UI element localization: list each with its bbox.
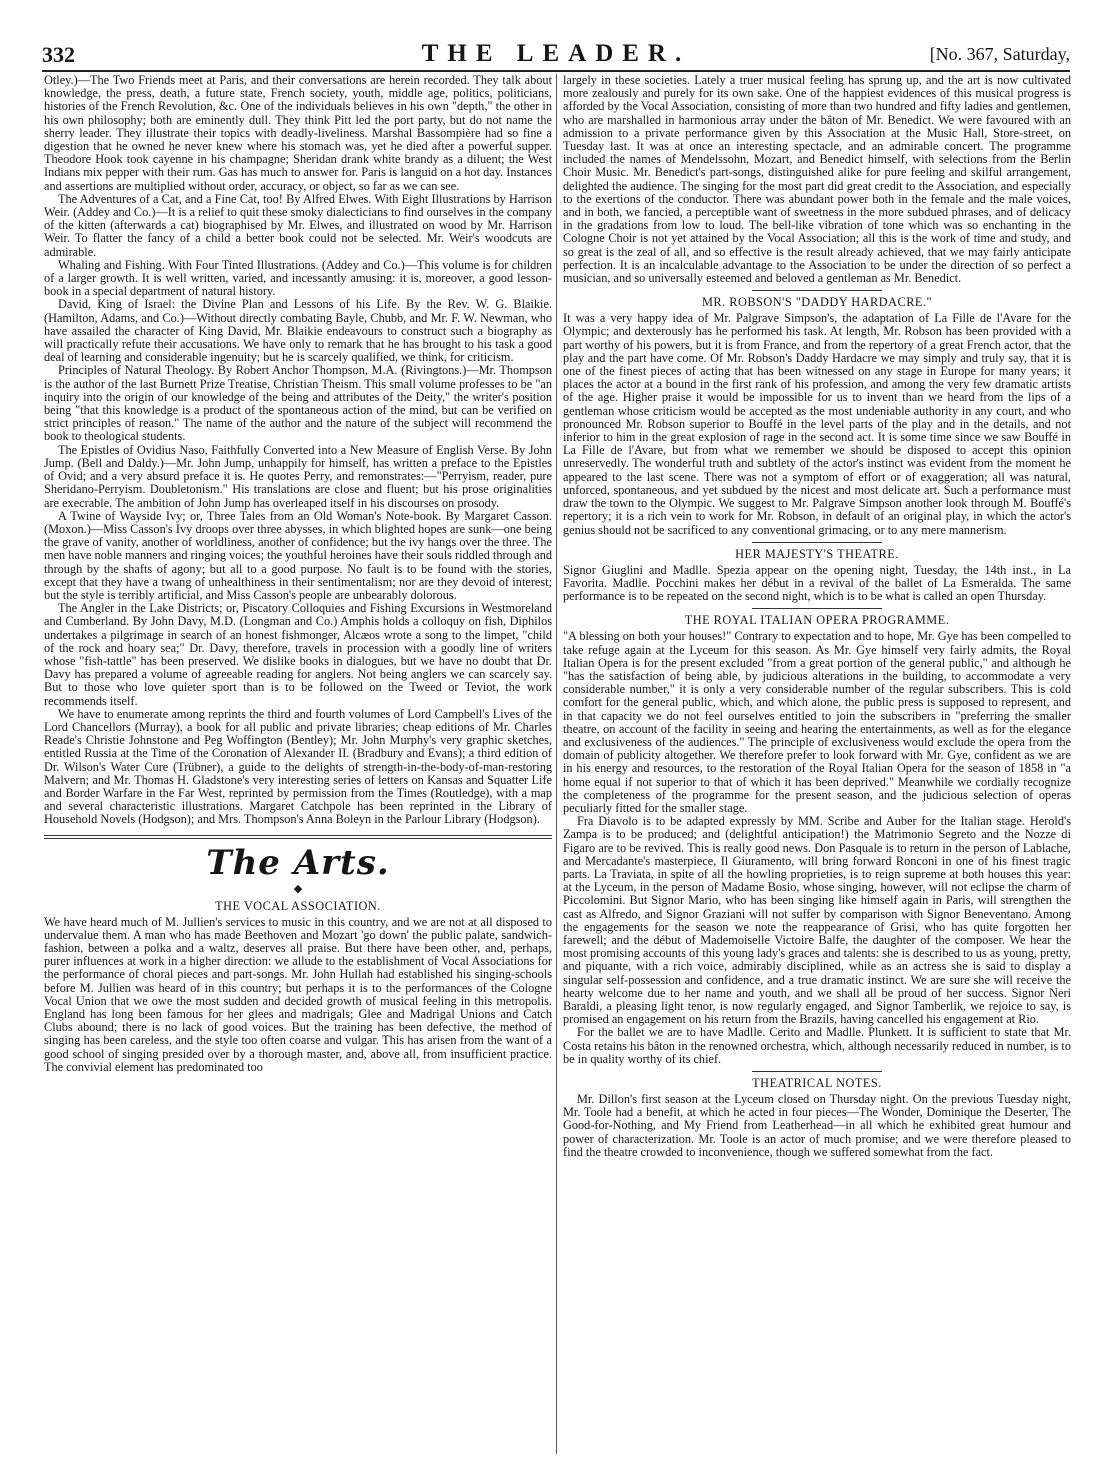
review-paragraph: Principles of Natural Theology. By Robert Anchor Thompson, M.A. (Rivingtons.)—Mr. Thompson is the author of the last Burnett Prize Treatise, Christian Theism. This small volume professes to be "an inquiry into the origin of our knowledge of the being and attributes of the Deity," the writer's position being "that this knowledge is a product of the spontaneous action of the mind, but can be verified on strict principles of reason." The name of the author and the nature of the subject will recommend the book to theological students. [44,363,552,444]
majesty-text: Signor Giuglini and Madlle. Spezia appear on the opening night, Tuesday, the 14th inst., in La Favorita. Madlle. Pocchini makes her début in a revival of the ballet of La Esmeralda. The same performance is to be repeated on the second night, which is to be what is called an open Thursday. [563,562,1071,604]
review-paragraph: We have to enumerate among reprints the third and fourth volumes of Lord Campbell's Lives of the Lord Chancellors (Murray), a book for all public and private libraries; cheap editions of Mr. Charles Reade's Christie Johnstone and Peg Woffington (Bentley); Mr. John Murphy's very graphic sketches, entitled Russia at the Time of the Coronation of Alexander II. (Bradbury and Evans); a third edition of Dr. Wilson's Water Cure (Trübner), a guide to the delights of strength-in-the-body-of-man-restoring Malvern; and Mr. Thomas H. Gladstone's very interesting series of letters on Kansas and Squatter Life and Border Warfare in the Far West, reprinted by permission from the Times (Routledge), with a map and several characteristic illustrations. Margaret Catchpole has been reprinted in the Library of Household Novels (Hodgson); and Mrs. Thompson's Anna Boleyn in the Parlour Library (Hodgson). [44,706,552,827]
divider [752,290,882,291]
review-paragraph: Whaling and Fishing. With Four Tinted Illustrations. (Addey and Co.)—This volume is for children of a larger growth. It is well written, varied, and incessantly amusing: it is, moreover, a good lesson-book in a special department of natural history. [44,257,552,299]
issue-label: [No. 367, Saturday, [929,44,1070,64]
opera-paragraph: "A blessing on both your houses!" Contrary to expectation and to hope, Mr. Gye has been compelled to take refuge again at the Lyceum for this season. As Mr. Gye himself very fairly admits, the Royal Italian Opera is for the present excluded "from a great portion of the general public," and although he "has the satisfaction of being able, by judicious alterations in the building, to accommodate a very considerable number," it is only a very considerable number of the regular subscribers. This is cold comfort for the general public, which, and which alone, the public press is supposed to represent, and in that capacity we do not feel ourselves entitled to join the subscribers in "preferring the smaller theatre, on account of the facility in seeing and hearing the entertainments, as well as for the elegance and exclusiveness of the audiences." The principle of exclusiveness would exclude the opera from the domain of publicity altogether. We therefore prefer to look forward with Mr. Gye, confident as we are in his energy and resources, to the restoration of the Royal Italian Opera for the season of 1858 in "a home equal if not superior to that of which it has been deprived." Meanwhile we cordially recognize the completeness of the programme for the present season, and the judicious selection of operas peculiarly fitted for the smaller stage. [563,629,1071,815]
column-rule [556,74,557,1454]
review-paragraph: Otley.)—The Two Friends meet at Paris, and their conversations are herein recorded. They talk about knowledge, the press, death, a future state, French society, youth, middle age, politics, politicians, histories of the French Revolution, &c. One of the individuals believes in his own "depth," the other in his own philosophy; both are eminently dull. They think Pitt led the port party, but do not name the sherry leader. They illustrate their topics with deadly-liveliness. Marshal Bassompière had so fine a digestion that he owned he never knew where his stomach was, yet he died after a powerful supper. Theodore Hook took cayenne in his champagne; Sheridan drank white brandy as a diluent; the West Indians mix pepper with their rum. Gas has much to answer for. Paris is languid on a hot day. Instances and assertions are multiplied without order, accuracy, or object, so far as we can see. [44,74,552,193]
arts-section-heading: The Arts. [206,842,390,883]
opera-title: THE ROYAL ITALIAN OPERA PROGRAMME. [684,613,950,628]
masthead [42,38,1070,72]
review-paragraph: The Epistles of Ovidius Naso, Faithfully Converted into a New Measure of English Verse. By John Jump. (Bell and Daldy.)—Mr. John Jump, unhappily for himself, has written a preface to the Epistles of Ovid; and a very absurd preface it is. He quotes Perry, and remonstrates:—"Perryism, reader, pure Sheridano-Perryism. Doubletonism." His translations are close and fluent; but his prose originalities are execrable. The ambition of John Jump has overleaped itself in his discourses on prosody. [44,442,552,510]
vocal-association-continued: largely in these societies. Lately a truer musical feeling has sprung up, and the art is now cultivated more zealously and purely for its own sake. One of the happiest evidences of this musical progress is afforded by the Vocal Association, consisting of more than two hundred and fifty ladies and gentlemen, who are marshalled in harmonious array under the bâton of Mr. Benedict. We were favoured with an admission to a private performance given by this Association at the Music Hall, Store-street, on Tuesday last. It was at once an interesting spectacle, and an admirable concert. The programme included the names of Mendelssohn, Mozart, and Benedict himself, with selections from the Berlin Choir Music. Mr. Benedict's part-songs, distinguished alike for pure feeling and skilful arrangement, delighted the audience. The singing for the most part did great credit to the Association, and especially to the exertions of the conductor. There was abundant power both in the female and the male voices, and in both, we fancied, a perceptible want of sweetness in the more subdued phrases, and of delicacy in the gradations from low to loud. The bell-like vibration of tone which was so enchanting in the Cologne Choir is not yet attained by the Vocal Association; all this is the work of time and study, and so great is the zeal of all, and so effective is the result already achieved, that we may fairly anticipate perfection. It is an incalculable advantage to the Association to be under the direction of so perfect a musician, and so universally esteemed and beloved a gentleman as Mr. Benedict. [563,74,1071,286]
divider [752,542,882,543]
vocal-association-title: THE VOCAL ASSOCIATION. [215,898,381,913]
majesty-title: HER MAJESTY'S THEATRE. [735,546,899,561]
notes-title: THEATRICAL NOTES. [752,1076,882,1091]
newspaper-title: THE LEADER. [421,40,691,67]
right-column [563,74,1071,1454]
opera-paragraph: For the ballet we are to have Madlle. Cerito and Madlle. Plunkett. It is sufficient to state that Mr. Costa retains his bâton in the renowned orchestra, which, although necessarily reduced in number, is to be in quality worthy of its chief. [563,1025,1071,1066]
robson-title: MR. ROBSON'S "DADDY HARDACRE." [701,295,933,310]
vocal-association-text: We have heard much of M. Jullien's services to music in this country, and we are not at all disposed to undervalue them. A man who has made Beethoven and Mozart 'go down' the public palate, sandwich-fashion, between a polka and a waltz, deserves all praise. But there have been other, and, perhaps, purer influences at work in a higher direction: we allude to the establishment of Vocal Associations for the performance of choral pieces and part-songs. Mr. John Hullah had established his singing-schools before M. Jullien was heard of in this country; but perhaps it is to the performances of the Cologne Vocal Union that we owe the most sudden and decided growth of musical feeling in this metropolis. England has long been famous for her glees and madrigals; Glee and Madrigal Unions and Catch Clubs abound; there is no lack of good voices. But the training has been defective, the method of singing has been careless, and the style too often coarse and vulgar. This has arisen from the want of a good school of singing presided over by a thorough master, and, above all, from insufficient practice. The convivial element has predominated too [44,914,552,1074]
notes-text: Mr. Dillon's first season at the Lyceum closed on Thursday night. On the previous Tuesday night, Mr. Toole had a benefit, at which he acted in four pieces—The Wonder, Dominique the Deserter, The Good-for-Nothing, and My Friend from Leatherhead—in all which he exhibited great humour and power of characterization. Mr. Toole is an actor of much promise; and we were therefore pleased to find the theatre crowded to inconvenience, though we suffered somewhat from the fact. [563,1092,1071,1159]
review-paragraph: A Twine of Wayside Ivy; or, Three Tales from an Old Woman's Note-book. By Margaret Casson. (Moxon.)—Miss Casson's Ivy droops over three abysses, in which blighted hopes are sunk—one being the grave of vanity, another of worldliness, another of confidence; but the ivy hangs over the three. The men have noble manners and ringing voices; the youthful heroines have their souls riddled through and through by the shafts of agony; but all to a good purpose. No fault is to be found with the stories, except that they have a twang of unhealthiness in their sentimentalism; nor are they devoid of interest; but the style is terribly artificial, and Miss Casson's people are unbearably dolorous. [44,508,552,602]
opera-paragraph: Fra Diavolo is to be adapted expressly by MM. Scribe and Auber for the Italian stage. Herold's Zampa is to be produced; and (delightful anticipation!) the Matrimonio Segreto and the Nozze di Figaro are to be revived. This is really good news. Don Pasquale is to return in the person of Lablache, and Mercadante's masterpiece, Il Giuramento, will bring forward Ronconi in one of his finest tragic parts. La Traviata, in spite of all the howling proprieties, is to reign supreme at both houses this year: at the Lyceum, in the person of Madame Bosio, whose singing, however, will not eclipse the charm of Piccolomini. But Signor Mario, who has been singing like himself again in Paris, will strengthen the cast as Alfredo, and Signor Graziani will not suffer by comparison with Signor Beneventano. Among the engagements for the season we note the reappearance of Grisi, who has quite forgotten her farewell; and the début of Mademoiselle Victoire Balfe, the daughter of the composer. We hear the most promising accounts of this young lady's graces and talents: she is described to us as young, pretty, and piquante, with a rich voice, admirably disciplined, while as an actress she is said to display a singular self-possession and confidence, and a true dramatic instinct. We are sure she will receive the hearty welcome due to her name and youth, and we shall all be proud of her success. Signor Neri Baraldi, a pleasing light tenor, is now regularly engaged, and Signor Tamberlik, we rejoice to say, is promised an engagement on his return from the Brazils, having cancelled his engagement at Rio. [563,814,1071,1027]
book-reviews [44,74,552,827]
page-number: 332 [42,42,75,67]
review-paragraph: The Angler in the Lake Districts; or, Piscatory Colloquies and Fishing Excursions in Westmoreland and Cumberland. By John Davy, M.D. (Longman and Co.) Amphis holds a colloquy on fish, Diphilos undertakes a pilgrimage in search of an honest fishmonger, Alcæos wrote a song to the limpet, "child of the rock and hoary sea;" Dr. Davy, therefore, travels in procession with a goodly line of writers whose "fish-tattle" has been preserved. We dislike books in dialogues, but we have no doubt that Dr. Davy has prepared a volume of agreeable reading for anglers. Not being anglers we can scarcely say. But to those who love quieter sport than is to be followed on the Tweed or Teviot, the work recommends itself. [44,601,552,708]
review-paragraph: David, King of Israel: the Divine Plan and Lessons of his Life. By the Rev. W. G. Blaikie. (Hamilton, Adams, and Co.)—Without directly combating Bayle, Chubb, and Mr. F. W. Newman, who have assailed the character of King David, Mr. Blaikie endeavours to construct such a biography as will practically refute their accusations. We have only to remark that he has brought to his task a good deal of learning and considerable ingenuity; but he is scarcely qualified, we think, for criticism. [44,297,552,365]
left-column [44,74,552,1454]
review-paragraph: The Adventures of a Cat, and a Fine Cat, too! By Alfred Elwes. With Eight Illustrations by Harrison Weir. (Addey and Co.)—It is a relief to quit these smoky dialecticians to find ourselves in the company of the kitten (afterwards a cat) biographised by Mr. Elwes, and illustrated on wood by Mr. Harrison Weir. To flatter the fancy of a child a better book could not be selected. Mr. Weir's woodcuts are admirable. [44,191,552,259]
section-divider [44,835,552,839]
divider [752,608,882,609]
divider [752,1071,882,1072]
ornament-icon: ◆ [293,882,303,895]
robson-text: It was a very happy idea of Mr. Palgrave Simpson's, the adaptation of La Fille de l'Avare for the Olympic; and dexterously has he performed his task. At length, Mr. Robson has been provided with a part worthy of his powers, but it is from France, and from the repertory of a great French actor, that the play and the part have come. Of Mr. Robson's Daddy Hardacre we may simply and truly say, that it is one of the finest pieces of acting that has been witnessed on any stage in Europe for many years; it places the actor at a bound in the first rank of his profession, and among the very few dramatic artists of the age. Higher praise it would be impossible for us to invent than we heard from the lips of a gentleman whose criticism would be accepted as the most undeniable authority in any court, and who pronounced Mr. Robson superior to Bouffé in the level parts of the play and in the details, and not inferior to him in the great explosion of rage in the second act. It is some time since we saw Bouffé in La Fille de l'Avare, but from what we remember we should be disposed to accept this opinion unreservedly. The wonderful truth and subtlety of the actor's instinct was evident from the moment he appeared to the last scene. There was not a symptom of effort or of exaggeration; all was natural, unforced, spontaneous, and yet subdued by the nicest and most delicate art. Such a performance must draw the town to the Olympic. We suggest to Mr. Palgrave Simpson another look through M. Bouffé's repertory; it is a rich vein to work for Mr. Robson, in default of an original play, in which the actor's genius should not be sacrificed to any conventional grimacing, or to any mere mannerism. [563,311,1071,537]
